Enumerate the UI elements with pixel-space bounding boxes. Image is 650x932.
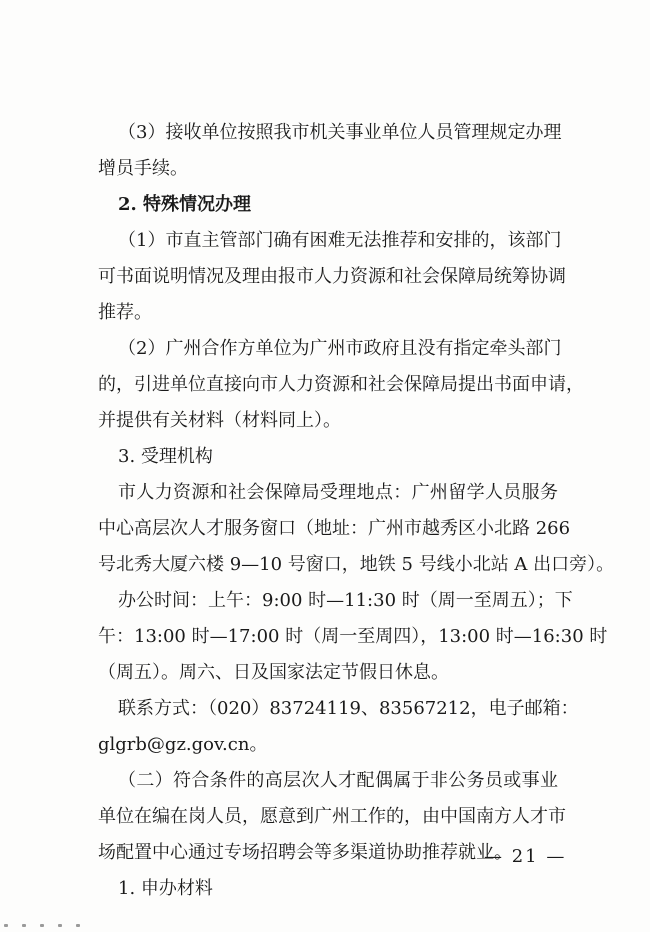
text-line-6: 推荐。 bbox=[98, 302, 152, 323]
text-line-5: 可书面说明情况及理由报市人力资源和社会保障局统筹协调 bbox=[98, 266, 566, 287]
email-address: glgrb@gz.gov.cn。 bbox=[98, 734, 268, 755]
section-heading-special-cases: 2. 特殊情况办理 bbox=[118, 194, 252, 215]
text-line-12: 中心高层次人才服务窗口（地址：广州市越秀区小北路 266 bbox=[98, 518, 571, 539]
page-number: — 21 — bbox=[484, 846, 567, 867]
scan-artifact-dots bbox=[0, 922, 90, 930]
text-line-19: （二）符合条件的高层次人才配偶属于非公务员或事业 bbox=[118, 770, 558, 791]
text-line-4: （1）市直主管部门确有困难无法推荐和安排的，该部门 bbox=[118, 230, 562, 251]
text-line-16: （周五）。周六、日及国家法定节假日休息。 bbox=[98, 662, 449, 683]
text-line-15: 午：13:00 时—17:00 时（周一至周四），13:00 时—16:30 时 bbox=[98, 626, 608, 647]
text-line-9: 并提供有关材料（材料同上）。 bbox=[98, 410, 341, 431]
text-line-14: 办公时间：上午：9:00 时—11:30 时（周一至周五）；下 bbox=[118, 590, 573, 611]
text-line-11: 市人力资源和社会保障局受理地点：广州留学人员服务 bbox=[118, 482, 558, 503]
section-heading-application-materials: 1. 申办材料 bbox=[118, 878, 213, 899]
text-line-1: （3）接收单位按照我市机关事业单位人员管理规定办理 bbox=[118, 122, 562, 143]
text-line-2: 增员手续。 bbox=[98, 158, 188, 179]
text-line-21: 场配置中心通过专场招聘会等多渠道协助推荐就业。 bbox=[98, 842, 512, 863]
text-line-17: 联系方式：（020）83724119、83567212，电子邮箱： bbox=[118, 698, 579, 719]
text-line-7: （2）广州合作方单位为广州市政府且没有指定牵头部门 bbox=[118, 338, 562, 359]
text-line-20: 单位在编在岗人员，愿意到广州工作的，由中国南方人才市 bbox=[98, 806, 566, 827]
text-line-8: 的，引进单位直接向市人力资源和社会保障局提出书面申请， bbox=[98, 374, 584, 395]
text-line-13: 号北秀大厦六楼 9—10 号窗口，地铁 5 号线小北站 A 出口旁）。 bbox=[98, 554, 615, 575]
section-heading-acceptance-agency: 3. 受理机构 bbox=[118, 446, 213, 467]
